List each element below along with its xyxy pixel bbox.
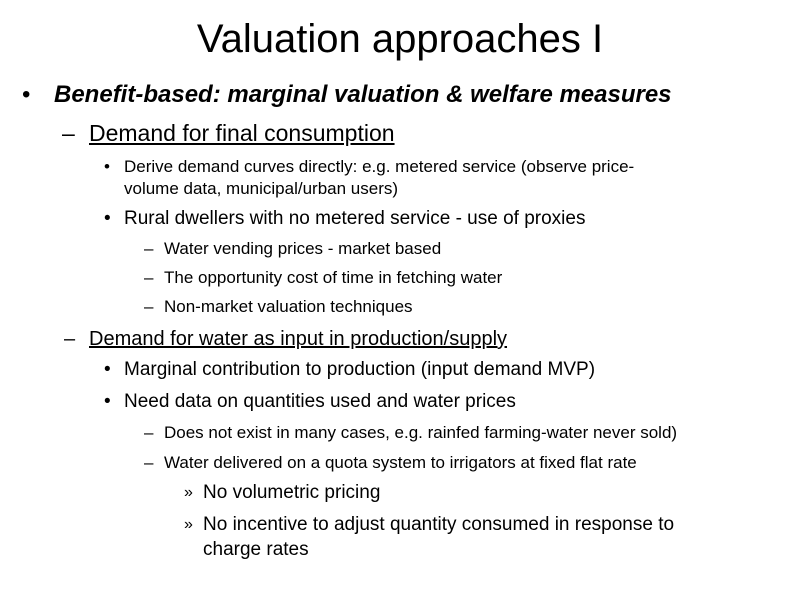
item-opportunity-cost [144, 267, 502, 289]
bullet-text: Need data on quantities used and water prices [124, 391, 516, 412]
item-water-vending [144, 238, 441, 260]
item-text: Water delivered on a quota system to irrigators at fixed flat rate [164, 453, 637, 472]
subheading-text: Demand for final consumption [89, 120, 395, 146]
bullet-benefit-based [22, 80, 672, 110]
subheading-text: Demand for water as input in production/supply [89, 328, 508, 350]
item-text: Non-market valuation techniques [164, 297, 413, 316]
subheading-water-input [64, 326, 507, 352]
bullet-marker: • [104, 391, 111, 412]
bullet-text: Derive demand curves directly: e.g. metered service (observe price- [124, 157, 635, 176]
subitem-no-incentive-continued [203, 537, 309, 562]
subheading-final-consumption [62, 119, 395, 147]
bullet-text: Benefit-based: marginal valuation & welfare measures [54, 81, 672, 108]
bullet-derive-demand [104, 156, 634, 178]
chevron-marker: » [184, 484, 193, 501]
bullet-marginal-contribution [104, 358, 595, 382]
subitem-text: No volumetric pricing [203, 482, 381, 503]
slide-title: Valuation approaches I [196, 17, 604, 61]
subitem-text: charge rates [203, 539, 309, 560]
dash-marker: – [144, 453, 154, 472]
item-text: Does not exist in many cases, e.g. rainfed farming-water never sold) [164, 423, 678, 442]
item-text: Water vending prices - market based [164, 239, 442, 258]
bullet-derive-demand-continued [124, 178, 398, 200]
dash-marker: – [144, 297, 154, 316]
subitem-no-incentive [184, 512, 674, 537]
subitem-no-volumetric-pricing [184, 480, 380, 505]
item-does-not-exist [144, 422, 677, 444]
item-non-market [144, 296, 413, 318]
bullet-marker: • [104, 359, 111, 380]
dash-marker: – [64, 328, 76, 350]
dash-marker: – [62, 120, 75, 146]
item-text: The opportunity cost of time in fetching water [164, 268, 503, 287]
bullet-marker: • [104, 157, 110, 176]
bullet-need-data [104, 390, 516, 414]
bullet-text: Marginal contribution to production (input demand MVP) [124, 359, 596, 380]
dash-marker: – [144, 239, 154, 258]
bullet-marker: • [104, 208, 111, 229]
bullet-marker: • [22, 81, 31, 108]
item-quota-system [144, 452, 637, 474]
bullet-rural-dwellers [104, 207, 585, 231]
bullet-text: volume data, municipal/urban users) [124, 179, 399, 198]
dash-marker: – [144, 268, 154, 287]
bullet-text: Rural dwellers with no metered service - use of proxies [124, 208, 586, 229]
dash-marker: – [144, 423, 154, 442]
chevron-marker: » [184, 516, 193, 533]
subitem-text: No incentive to adjust quantity consumed in response to [203, 514, 675, 535]
